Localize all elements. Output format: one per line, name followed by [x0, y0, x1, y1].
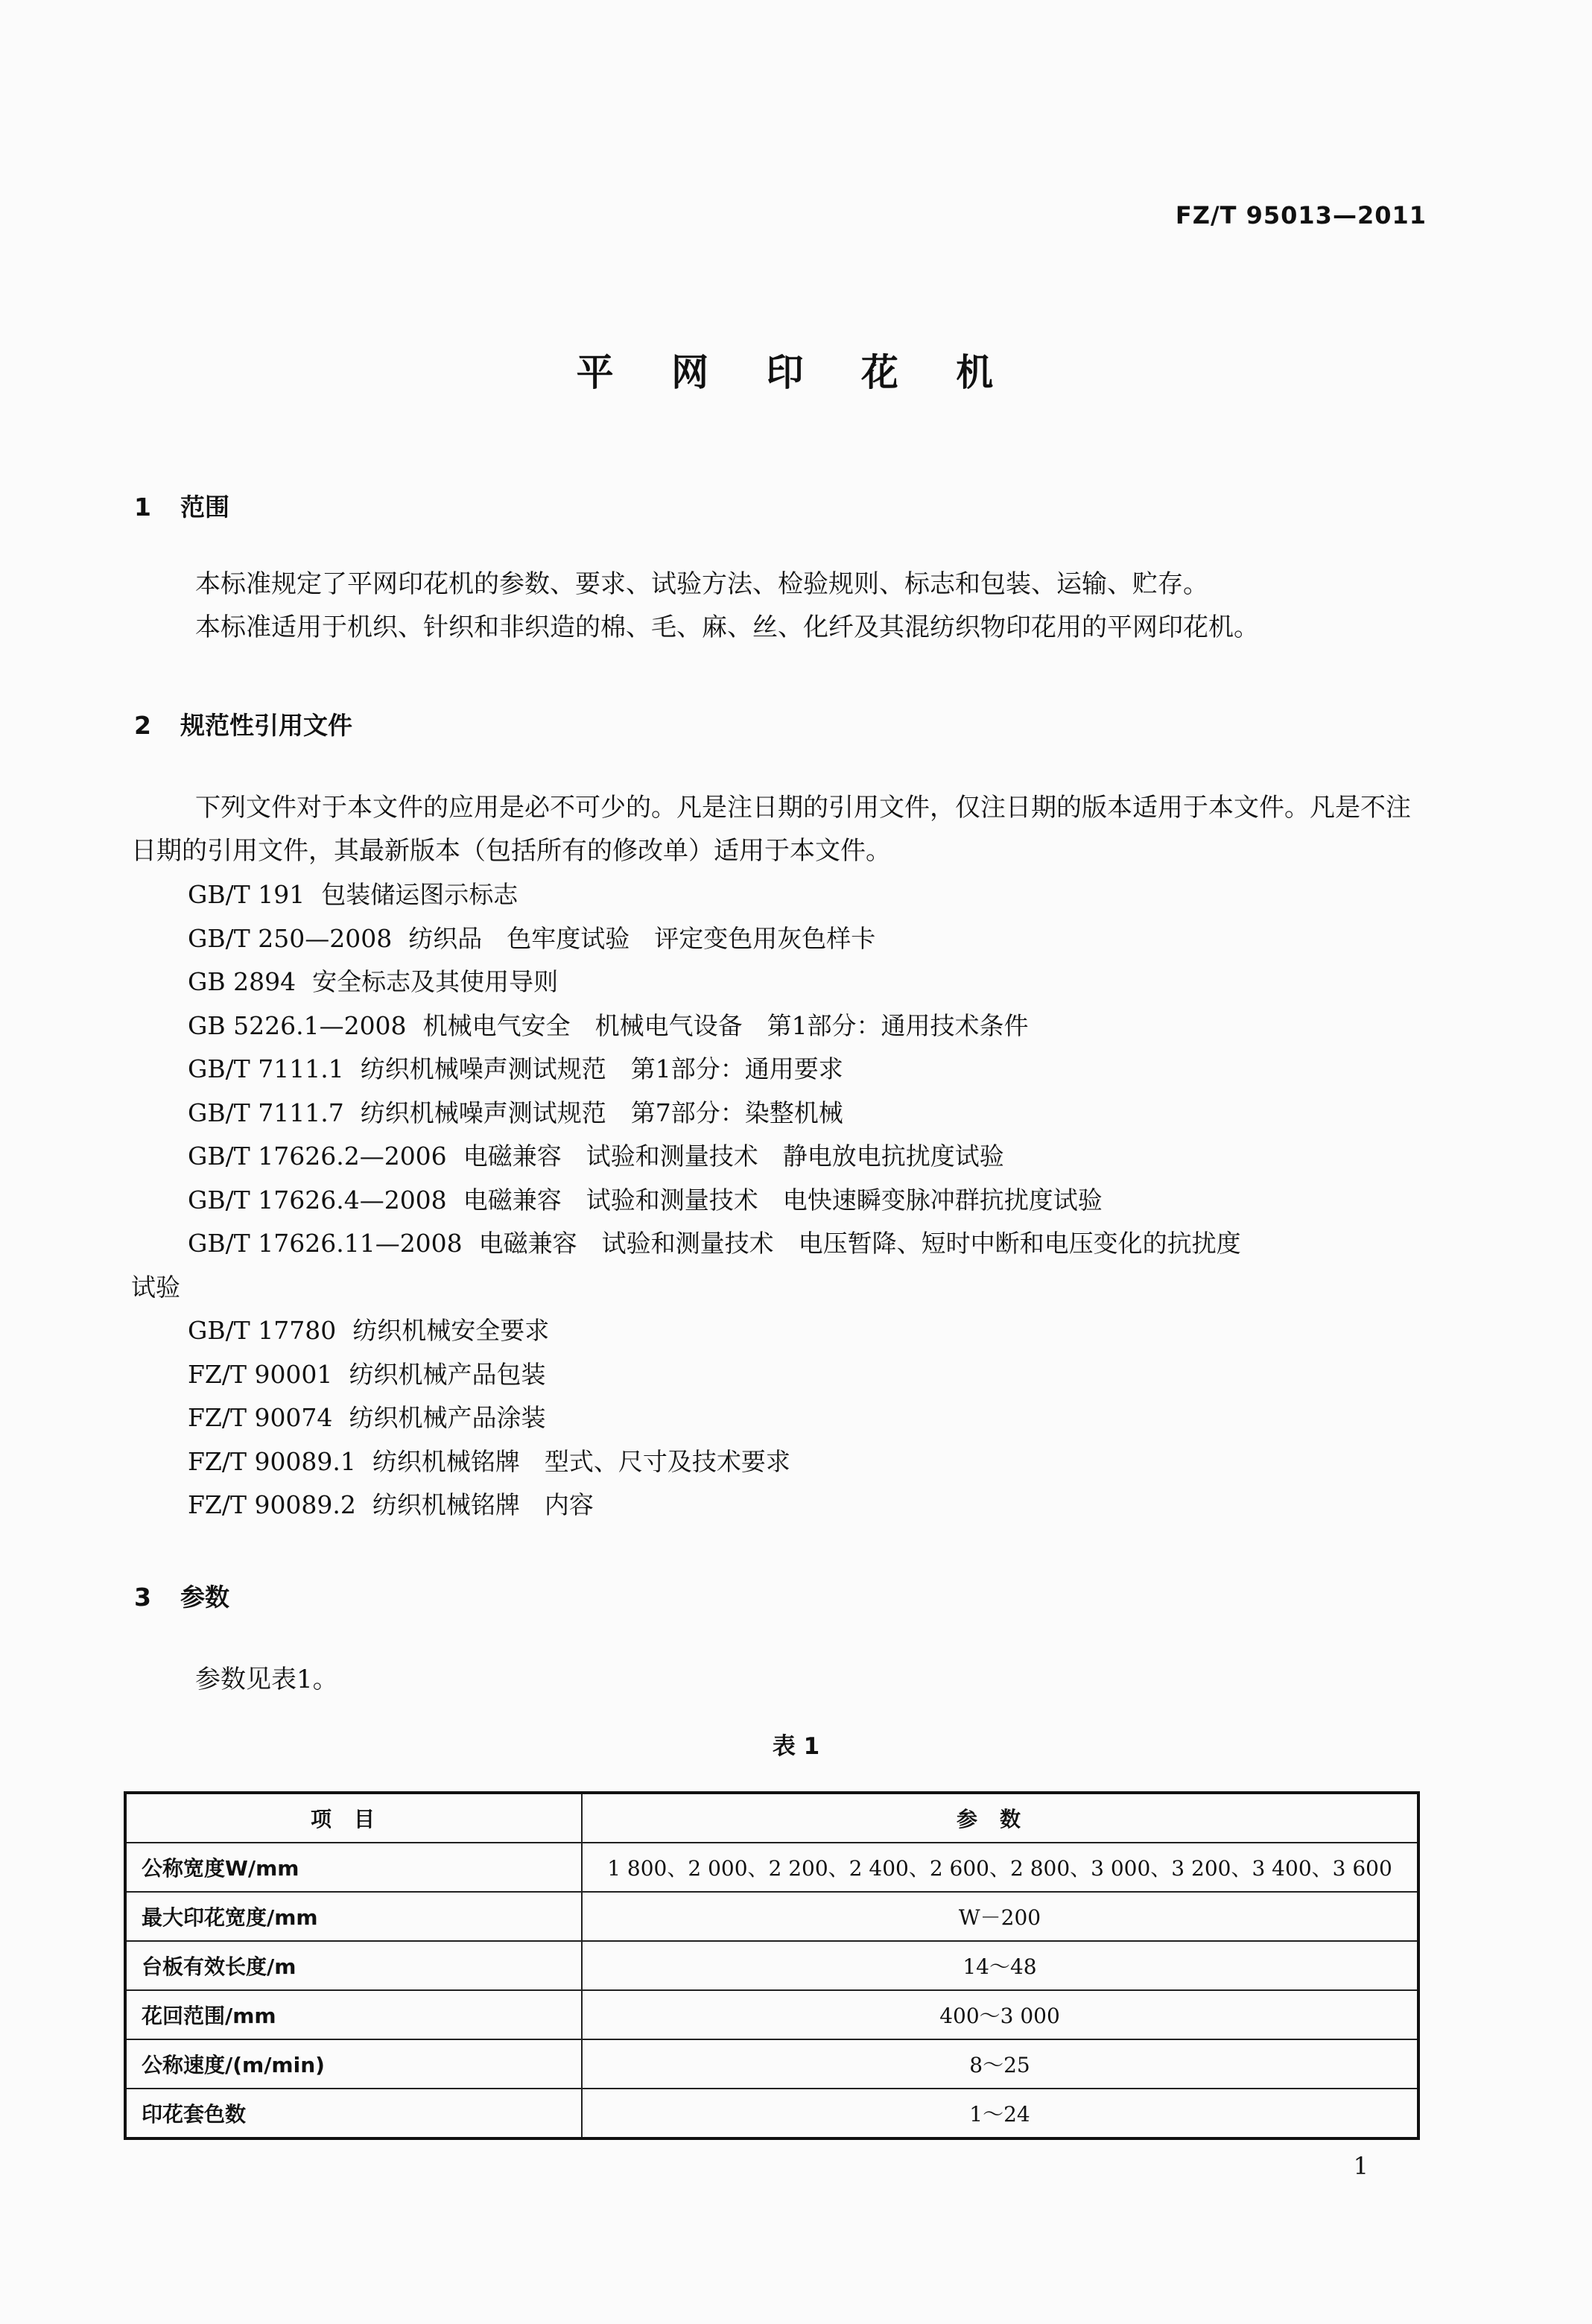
reference-code: GB/T 17626.11—2008: [188, 1229, 463, 1258]
reference-list: [131, 873, 1432, 1527]
reference-title: 纺织机械噪声测试规范 第7部分：染整机械: [360, 1098, 843, 1127]
reference-code: GB/T 7111.7: [188, 1098, 344, 1127]
section-1-heading: [134, 488, 229, 523]
section-number: 1: [134, 493, 151, 522]
table-cell-item: 花回范围/mm: [125, 1990, 582, 2039]
reference-item: [188, 1135, 1432, 1179]
reference-title: 纺织机械铭牌 内容: [372, 1490, 594, 1519]
table-cell-value: 400～3 000: [582, 1990, 1418, 2039]
reference-item: [188, 1484, 1432, 1527]
reference-item: [188, 1353, 1432, 1397]
reference-title: 包装储运图示标志: [321, 880, 518, 909]
section-number: 2: [134, 711, 151, 740]
section-3-heading: [134, 1578, 229, 1613]
reference-code: GB/T 7111.1: [188, 1054, 344, 1083]
reference-code: GB 2894: [188, 967, 296, 996]
table-cell-item: 台板有效长度/m: [125, 1941, 582, 1990]
section-2-intro: 下列文件对于本文件的应用是必不可少的。凡是注日期的引用文件，仅注日期的版本适用于本文件。凡是不注日期的引用文件，其最新版本（包括所有的修改单）适用于本文件。: [131, 793, 1411, 866]
section-1-paragraph: 本标准规定了平网印花机的参数、要求、试验方法、检验规则、标志和包装、运输、贮存。: [195, 569, 1208, 599]
reference-code: FZ/T 90089.1: [188, 1446, 356, 1476]
reference-title: 纺织机械铭牌 型式、尺寸及技术要求: [372, 1446, 790, 1476]
reference-title: 纺织机械产品涂装: [349, 1403, 546, 1432]
reference-item: [188, 1092, 1432, 1136]
reference-code: GB 5226.1—2008: [188, 1010, 407, 1040]
reference-title: 电磁兼容 试验和测量技术 电压暂降、短时中断和电压变化的抗扰度: [478, 1229, 1241, 1258]
table-cell-value: 1 800、2 000、2 200、2 400、2 600、2 800、3 000、3 200、3 400、3 600: [582, 1843, 1418, 1892]
reference-title: 纺织机械安全要求: [352, 1316, 550, 1345]
reference-code: FZ/T 90001: [188, 1359, 333, 1389]
section-1-paragraph: 本标准适用于机织、针织和非织造的棉、毛、麻、丝、化纤及其混纺织物印花用的平网印花机。: [195, 612, 1259, 642]
section-3-paragraph: 参数见表1。: [195, 1665, 338, 1694]
reference-item: [188, 1048, 1432, 1092]
reference-title: 电磁兼容 试验和测量技术 静电放电抗扰度试验: [463, 1142, 1004, 1171]
table-row: [125, 1843, 1418, 1892]
column-header-value: 参数: [582, 1793, 1418, 1843]
section-title: 规范性引用文件: [180, 711, 352, 740]
reference-code: FZ/T 90074: [188, 1403, 333, 1432]
standard-number: FZ/T 95013—2011: [1175, 201, 1427, 229]
reference-title: 机械电气安全 机械电气设备 第1部分：通用技术条件: [422, 1010, 1029, 1040]
document-title: 平 网 印 花 机: [576, 351, 1016, 394]
page-number: 1: [1353, 2152, 1369, 2180]
table-cell-value: 8～25: [582, 2039, 1418, 2089]
reference-code: GB/T 17626.4—2008: [188, 1185, 447, 1215]
table-row: [125, 1990, 1418, 2039]
section-2-heading: [134, 706, 352, 741]
reference-title: 纺织机械产品包装: [349, 1359, 546, 1389]
table-row: [125, 2089, 1418, 2138]
reference-item: [188, 960, 1432, 1004]
table-cell-item: 公称宽度W/mm: [125, 1843, 582, 1892]
table-row: [125, 1892, 1418, 1941]
table-cell-value: 1～24: [582, 2089, 1418, 2138]
reference-title-continuation: 试验: [131, 1272, 180, 1302]
column-header-item: 项目: [125, 1793, 582, 1843]
table-cell-value: W－200: [582, 1892, 1418, 1941]
section-number: 3: [134, 1583, 151, 1612]
section-title: 范围: [180, 493, 229, 522]
table-cell-item: 最大印花宽度/mm: [125, 1892, 582, 1941]
reference-item: [188, 1222, 1432, 1266]
table-cell-item: 公称速度/(m/min): [125, 2039, 582, 2089]
reference-title: 纺织机械噪声测试规范 第1部分：通用要求: [360, 1054, 843, 1083]
parameters-table: [124, 1791, 1420, 2140]
table-cell-value: 14～48: [582, 1941, 1418, 1990]
reference-code: GB/T 191: [188, 880, 305, 909]
reference-code: GB/T 17780: [188, 1316, 337, 1345]
table-row: [125, 1941, 1418, 1990]
table-caption: 表 1: [772, 1733, 820, 1760]
reference-title: 电磁兼容 试验和测量技术 电快速瞬变脉冲群抗扰度试验: [463, 1185, 1103, 1215]
reference-item: [188, 873, 1432, 917]
table-cell-item: 印花套色数: [125, 2089, 582, 2138]
reference-code: GB/T 250—2008: [188, 923, 393, 953]
reference-code: GB/T 17626.2—2006: [188, 1142, 447, 1171]
section-title: 参数: [180, 1583, 229, 1612]
table-row: [125, 2039, 1418, 2089]
reference-item: [188, 1179, 1432, 1223]
reference-code: FZ/T 90089.2: [188, 1490, 356, 1519]
reference-item: [188, 1309, 1432, 1353]
table-header-row: [125, 1793, 1418, 1843]
reference-item: [188, 1004, 1432, 1048]
reference-item: [188, 917, 1432, 961]
reference-item: [188, 1396, 1432, 1440]
reference-title: 安全标志及其使用导则: [312, 967, 559, 996]
reference-item: [188, 1440, 1432, 1484]
reference-title: 纺织品 色牢度试验 评定变色用灰色样卡: [408, 923, 876, 953]
